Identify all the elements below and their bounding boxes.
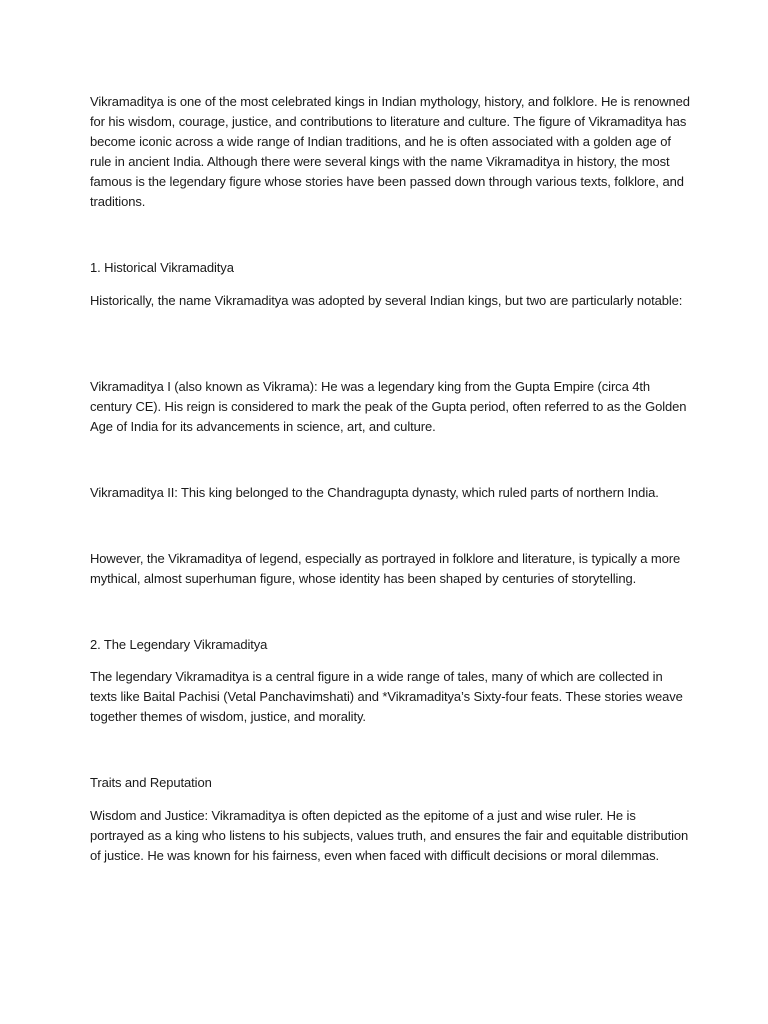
section-heading-legendary: 2. The Legendary Vikramaditya (90, 637, 268, 652)
section-heading-historical: 1. Historical Vikramaditya (90, 260, 234, 275)
historical-paragraph: Historically, the name Vikramaditya was adopted by several Indian kings, but two are particularly notable: (90, 293, 683, 308)
legend-paragraph: However, the Vikramaditya of legend, especially as portrayed in folklore and literature, is typically a more mythical, almost superhuman figure, whose identity has been shaped by centuries of storytelling. (90, 551, 681, 586)
subheading-traits: Traits and Reputation (90, 775, 212, 790)
wisdom-justice-paragraph: Wisdom and Justice: Vikramaditya is often depicted as the epitome of a just and wise ruler. He is portrayed as a king who listens to his subjects, values truth, and ensures the fair and equitable distribution of justice. He was known for his fairness, even when faced with difficult decisions or moral dilemmas. (90, 808, 689, 863)
legendary-paragraph: The legendary Vikramaditya is a central figure in a wide range of tales, many of which are collected in texts like Baital Pachisi (Vetal Panchavimshati) and *Vikramaditya’s Sixty-four feats. These stories weave together themes of wisdom, justice, and morality. (90, 669, 683, 724)
vikramaditya-ii-paragraph: Vikramaditya II: This king belonged to the Chandragupta dynasty, which ruled parts of northern India. (90, 485, 659, 500)
vikramaditya-i-paragraph: Vikramaditya I (also known as Vikrama): He was a legendary king from the Gupta Empire (circa 4th century CE). His reign is considered to mark the peak of the Gupta period, often referred to as the Golden Age of India for its advancements in science, art, and culture. (90, 379, 687, 434)
intro-paragraph: Vikramaditya is one of the most celebrated kings in Indian mythology, history, and folklore. He is renowned for his wisdom, courage, justice, and contributions to literature and culture. The figure of Vikramaditya has become iconic across a wide range of Indian traditions, and he is often associated with a golden age of rule in ancient India. Although there were several kings with the name Vikramaditya in history, the most famous is the legendary figure whose stories have been passed down through various texts, folklore, and traditions. (90, 94, 690, 209)
